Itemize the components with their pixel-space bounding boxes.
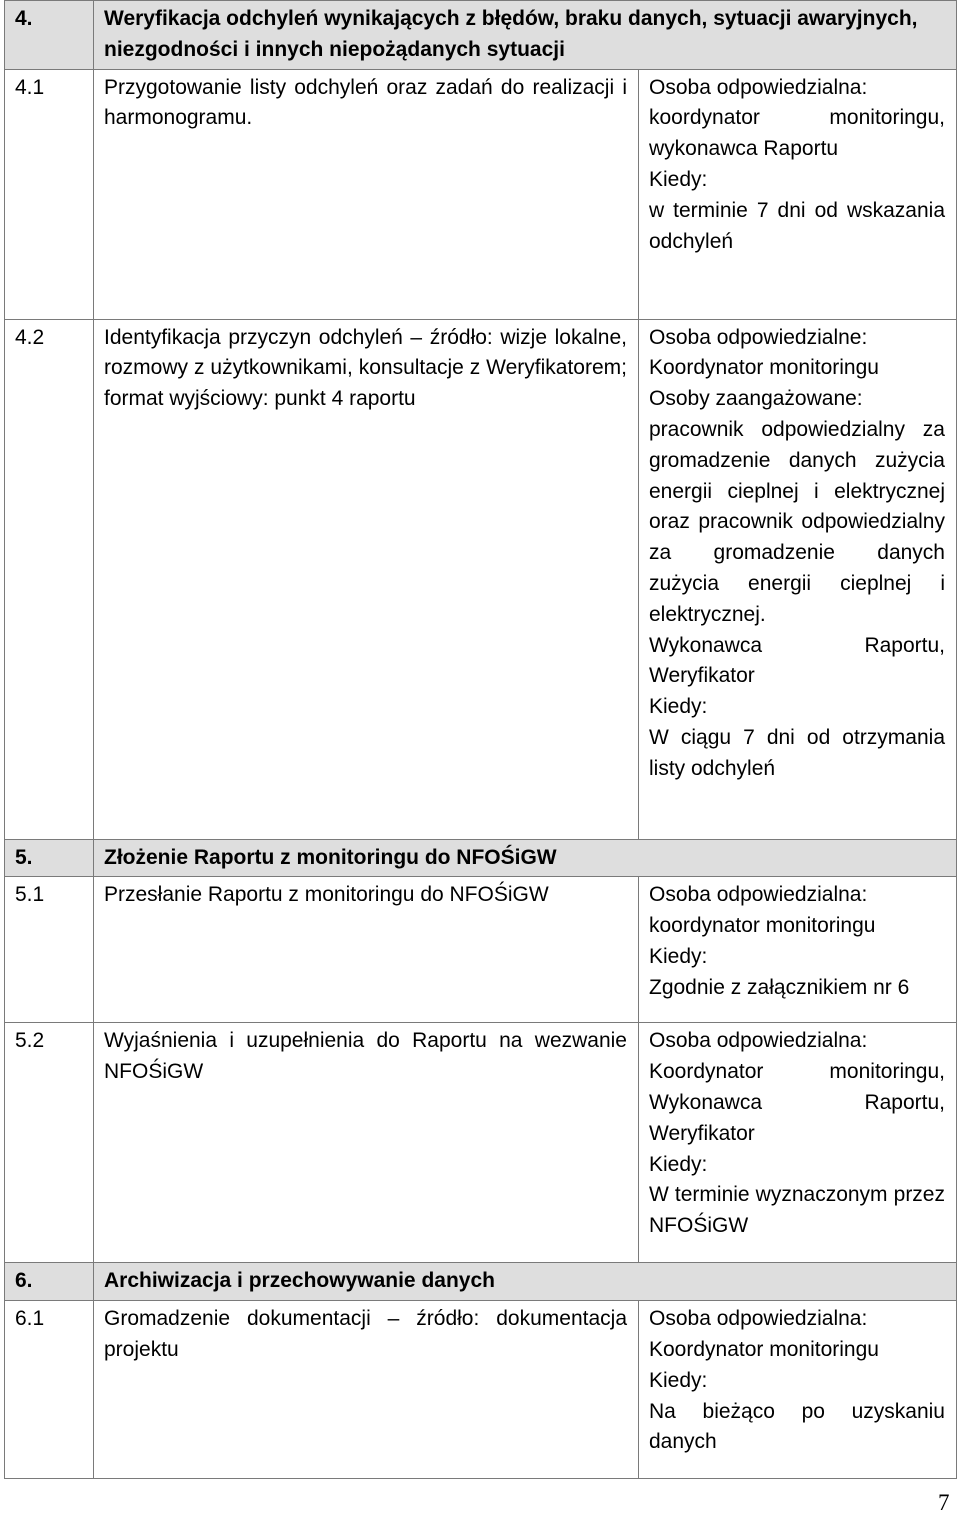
when-value: Na bieżąco po uzyskaniu danych bbox=[649, 1399, 945, 1454]
item-number: 5.2 bbox=[5, 1023, 94, 1263]
item-number: 4.2 bbox=[5, 319, 94, 839]
resp-label: Osoba odpowiedzialne: bbox=[649, 325, 868, 349]
section-title: Złożenie Raportu z monitoringu do NFOŚiGW bbox=[94, 839, 957, 877]
item-responsibility bbox=[639, 319, 957, 839]
item-responsibility bbox=[639, 1301, 957, 1479]
when-value: Zgodnie z załącznikiem nr 6 bbox=[649, 975, 910, 999]
item-task: Gromadzenie dokumentacji – źródło: dokumentacja projektu bbox=[94, 1301, 639, 1479]
item-task: Wyjaśnienia i uzupełnienia do Raportu na wezwanie NFOŚiGW bbox=[94, 1023, 639, 1263]
item-responsibility bbox=[639, 877, 957, 1023]
resp-label: Osoba odpowiedzialna: bbox=[649, 1307, 868, 1331]
involved-label: Osoby zaangażowane: bbox=[649, 387, 863, 411]
resp-label: Osoba odpowiedzialna: bbox=[649, 883, 868, 907]
resp-person: Koordynator monitoringu bbox=[649, 1337, 879, 1361]
resp-person: Koordynator monitoringu, Wykonawca Raportu, Weryfikator bbox=[649, 1060, 945, 1145]
section-title: Archiwizacja i przechowywanie danych bbox=[94, 1263, 957, 1301]
item-responsibility bbox=[639, 1023, 957, 1263]
resp-person: koordynator monitoringu, wykonawca Raportu bbox=[649, 106, 945, 161]
section-row-4 bbox=[5, 1, 957, 70]
table-row bbox=[5, 1023, 957, 1263]
item-task: Przygotowanie listy odchyleń oraz zadań do realizacji i harmonogramu. bbox=[94, 69, 639, 319]
section-title: Weryfikacja odchyleń wynikających z błędów, braku danych, sytuacji awaryjnych, niezgodności i innych niepożądanych sytuacji bbox=[94, 1, 957, 70]
when-value: w terminie 7 dni od wskazania odchyleń bbox=[649, 198, 945, 253]
when-label: Kiedy: bbox=[649, 1368, 708, 1392]
item-number: 6.1 bbox=[5, 1301, 94, 1479]
resp-person: koordynator monitoringu bbox=[649, 914, 876, 938]
when-label: Kiedy: bbox=[649, 1152, 708, 1176]
resp-label: Osoba odpowiedzialna: bbox=[649, 75, 868, 99]
procedure-table bbox=[4, 0, 957, 1479]
when-value: W terminie wyznaczonym przez NFOŚiGW bbox=[649, 1183, 945, 1238]
when-label: Kiedy: bbox=[649, 944, 708, 968]
item-number: 5.1 bbox=[5, 877, 94, 1023]
section-number: 5. bbox=[5, 839, 94, 877]
when-label: Kiedy: bbox=[649, 167, 708, 191]
table-row bbox=[5, 319, 957, 839]
table-row bbox=[5, 877, 957, 1023]
item-number: 4.1 bbox=[5, 69, 94, 319]
when-value: W ciągu 7 dni od otrzymania listy odchyleń bbox=[649, 725, 945, 780]
item-task: Identyfikacja przyczyn odchyleń – źródło: wizje lokalne, rozmowy z użytkownikami, konsultacje z Weryfikatorem; format wyjściowy: punkt 4 raportu bbox=[94, 319, 639, 839]
involved-persons: pracownik odpowiedzialny za gromadzenie danych zużycia energii cieplnej i elektrycznej oraz pracownik odpowiedzialny za gromadzenie danych zużycia energii cieplnej i elektrycznej. bbox=[649, 417, 945, 626]
other-persons: Wykonawca Raportu, Weryfikator bbox=[649, 633, 945, 688]
item-responsibility bbox=[639, 69, 957, 319]
resp-person: Koordynator monitoringu bbox=[649, 356, 879, 380]
table-row bbox=[5, 69, 957, 319]
item-task: Przesłanie Raportu z monitoringu do NFOŚiGW bbox=[94, 877, 639, 1023]
section-row-6 bbox=[5, 1263, 957, 1301]
section-row-5 bbox=[5, 839, 957, 877]
section-number: 6. bbox=[5, 1263, 94, 1301]
section-number: 4. bbox=[5, 1, 94, 70]
when-label: Kiedy: bbox=[649, 695, 708, 719]
resp-label: Osoba odpowiedzialna: bbox=[649, 1029, 868, 1053]
table-row bbox=[5, 1301, 957, 1479]
page-number: 7 bbox=[938, 1490, 950, 1515]
